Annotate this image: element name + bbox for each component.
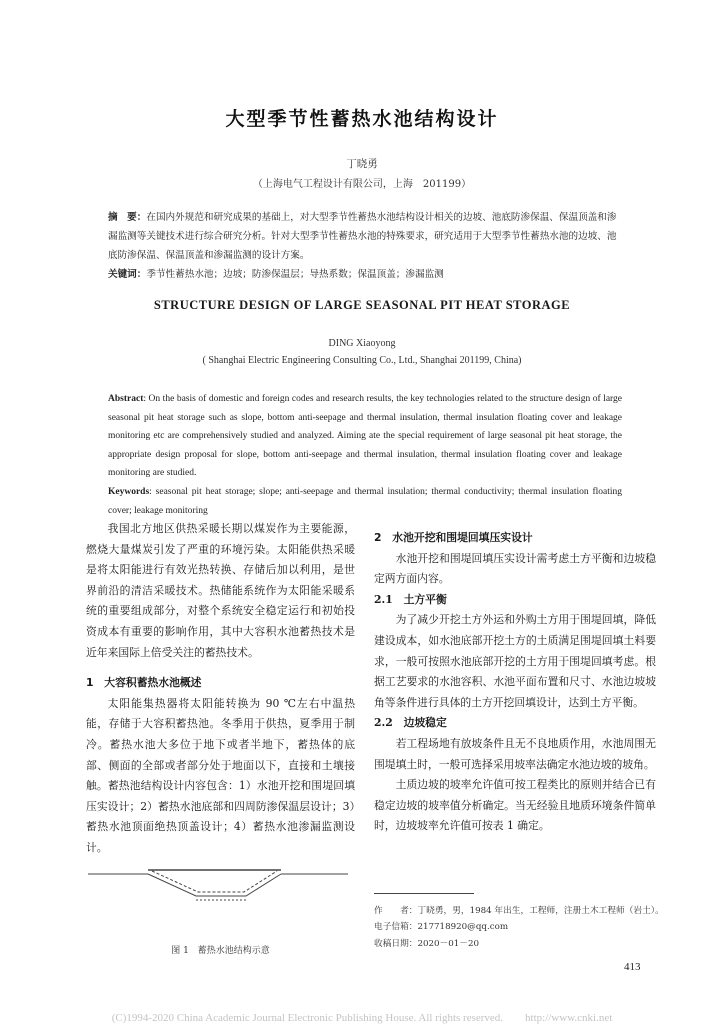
intro-paragraph: 我国北方地区供热采暖长期以煤炭作为主要能源，燃烧大量煤炭引发了严重的环境污染。太阳能供热采暖是将太阳能进行有效光热转换、存储后加以利用，是世界前沿的清洁采暖技术。热储能系统作为太阳能采暖系统的重要组成部分，对整个系统安全稳定运行和初始投资成本有重要的影响作用，其中大容积水池蓄热技术是近年来国际上倍受关注的蓄热技术。: [86, 522, 355, 659]
copyright-watermark: (C)1994-2020 China Academic Journal Electronic Publishing House. All rights reserved. http://www.cnki.net: [111, 1012, 613, 1024]
section-2-2-body-1: 若工程场地有放坡条件且无不良地质作用，水池周围无围堤填土时，一般可选择采用坡率法确定水池边坡的坡角。: [374, 736, 656, 771]
abstract-en-text: : On the basis of domestic and foreign codes and research results, the key technologies related to the structure design of large seasonal pit heat storage such as slope, bottom anti-seepage and thermal insulation, thermal insulation floating cover and leakage monitoring etc are comprehensively studied and analyzed. Aiming ate the special requirement of large seasonal pit heat storage, the appropriate design proposal for slope, bottom anti-seepage and thermal insulation, thermal insulation floating cover and leakage monitoring are studied.: [108, 394, 622, 479]
footnote-received: 收稿日期：2020－01－20: [374, 938, 480, 949]
author-name-en: DING Xiaoyong: [328, 338, 396, 349]
keywords-cn-text: 季节性蓄热水池；边坡；防渗保温层；导热系数；保温顶盖；渗漏监测: [146, 269, 444, 280]
section-2-heading: 2 水池开挖和围堤回填压实设计: [374, 531, 533, 544]
keywords-en-label: Keywords: [108, 486, 150, 497]
keywords-en: [108, 483, 622, 520]
abstract-cn-text: 在国内外规范和研究成果的基础上，对大型季节性蓄热水池结构设计相关的边坡、池底防渗保温、保温顶盖和渗漏监测等关键技术进行综合研究分析。针对大型季节性蓄热水池的特殊要求，研究适用于大型季节性蓄热水池的边坡、池底防渗保温、保温顶盖和渗漏监测的设计方案。: [108, 212, 617, 261]
abstract-en-paragraph: [108, 390, 622, 483]
section-2-2-body-2: 土质边坡的坡率允许值可按工程类比的原则并结合已有稳定边坡的坡率值分析确定。当无经验且地质环境条件简单时，边坡坡率允许值可按表 1 确定。: [374, 778, 656, 833]
keywords-cn-label: 关键词：: [108, 269, 147, 280]
page-number: 413: [624, 961, 641, 973]
figure-caption: 图 1 蓄热水池结构示意: [171, 946, 270, 956]
abstract-cn: [108, 208, 622, 284]
abstract-cn-paragraph: [108, 208, 622, 265]
left-column: [86, 519, 355, 859]
title-en: STRUCTURE DESIGN OF LARGE SEASONAL PIT HEAT STORAGE: [153, 298, 571, 312]
section-1-body: 太阳能集热器将太阳能转换为 90 ℃左右中温热能，存储于大容积蓄热池。冬季用于供热，夏季用于制冷。蓄热水池大多位于地下或者半地下，蓄热体的底部、侧面的全部或者部分处于地面以下，直接和土壤接触。蓄热池结构设计内容包含：1）水池开挖和围堤回填压实设计；2）蓄热水池底部和四周防渗保温层设计；3）蓄热水池顶面绝热顶盖设计；4）蓄热水池渗漏监测设计。: [86, 696, 355, 854]
section-2-body: 水池开挖和围堤回填压实设计需考虑土方平衡和边坡稳定两方面内容。: [374, 551, 656, 586]
page-title: 大型季节性蓄热水池结构设计: [225, 108, 499, 130]
abstract-cn-label: 摘 要：: [108, 212, 147, 223]
footnote-divider: [374, 893, 474, 894]
section-2-1-body: 为了减少开挖土方外运和外购土方用于围堤回填，降低建设成本，如水池底部开挖土方的土质满足围堤回填土料要求，一般可按照水池底部开挖的土方用于围堤回填考虑。根据工艺要求的水池容积、水池平面布置和尺寸、水池边坡坡角等条件进行具体的土方开挖回填设计，达到土方平衡。: [374, 613, 656, 709]
pit-structure-figure: [86, 860, 355, 980]
footnote-author: 作 者：丁晓勇，男，1984 年出生，工程师，注册土木工程师（岩土）。: [374, 906, 664, 916]
pit-outline: [148, 874, 281, 896]
section-2-2-heading: 2.2 边坡稳定: [374, 716, 447, 730]
abstract-en-label: Abstract: [108, 394, 144, 404]
section-2-1-heading: 2.1 土方平衡: [374, 592, 447, 606]
abstract-en: [108, 390, 622, 520]
section-1-heading: 1 大容积蓄热水池概述: [86, 676, 202, 690]
affiliation-cn: （上海电气工程设计有限公司，上海 201199）: [252, 179, 472, 190]
keywords-en-text: : seasonal pit heat storage; slope; anti-seepage and thermal insulation; thermal conductivity; thermal insulation floating cover; leakage monitoring: [108, 486, 622, 516]
right-column: [374, 528, 656, 837]
author-name-cn: 丁晓勇: [346, 158, 378, 170]
affiliation-en: ( Shanghai Electric Engineering Consulting Co., Ltd., Shanghai 201199, China): [202, 355, 522, 366]
keywords-cn: [108, 265, 622, 284]
footnote-email: 电子信箱：217718920@qq.com: [374, 922, 509, 933]
footnotes: [374, 903, 664, 952]
